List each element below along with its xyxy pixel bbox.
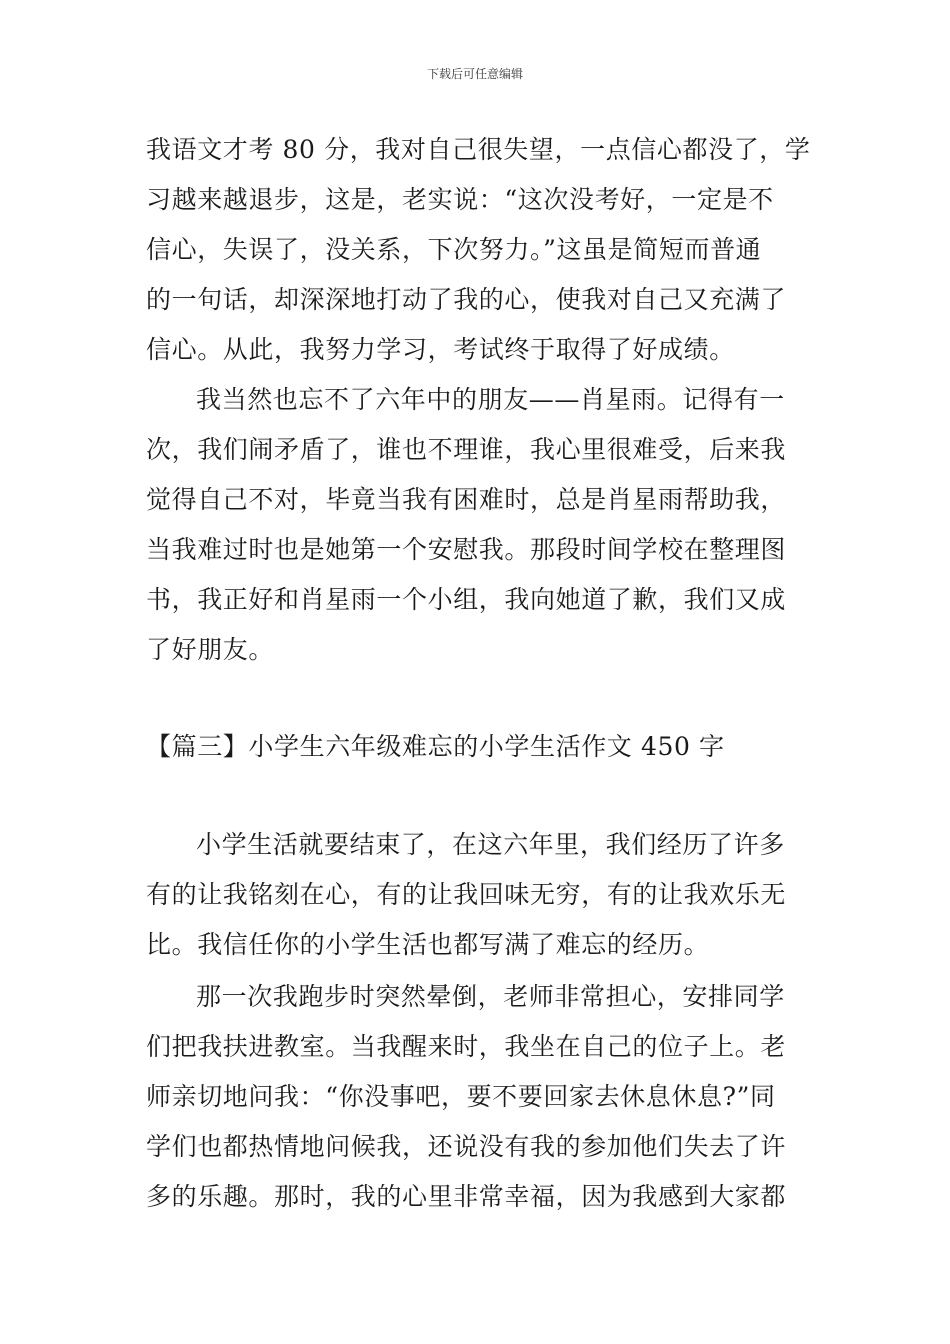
text-line: 习越来越退步，这是，老实说：“这次没考好，一定是不 — [146, 185, 774, 214]
text-line: 次，我们闹矛盾了，谁也不理谁，我心里很难受，后来我 — [146, 435, 787, 464]
text-line: 书，我正好和肖星雨一个小组，我向她道了歉，我们又成 — [146, 585, 787, 614]
text-line: 那一次我跑步时突然晕倒，老师非常担心，安排同学 — [196, 982, 785, 1011]
text-line: 多的乐趣。那时，我的心里非常幸福，因为我感到大家都 — [146, 1182, 787, 1211]
section-heading: 【篇三】小学生六年级难忘的小学生活作文 450 字 — [146, 732, 725, 761]
text-line: 师亲切地问我：“你没事吧，要不要回家去休息休息?”同 — [146, 1082, 776, 1111]
text-line: 当我难过时也是她第一个安慰我。那段时间学校在整理图 — [146, 535, 787, 564]
text-line: 学们也都热情地问候我，还说没有我的参加他们失去了许 — [146, 1132, 787, 1161]
text-line: 觉得自己不对，毕竟当我有困难时，总是肖星雨帮助我， — [146, 485, 787, 514]
text-line: 的一句话，却深深地打动了我的心，使我对自己又充满了 — [146, 285, 787, 314]
text-line: 了好朋友。 — [146, 635, 275, 664]
page-header: 下载后可任意编辑 — [426, 67, 523, 81]
text-line: 我当然也忘不了六年中的朋友——肖星雨。记得有一 — [196, 385, 785, 414]
text-line: 信心，失误了，没关系，下次努力。”这虽是简短而普通 — [146, 235, 762, 264]
text-line: 们把我扶进教室。当我醒来时，我坐在自己的位子上。老 — [146, 1032, 787, 1061]
text-line: 有的让我铭刻在心，有的让我回味无穷，有的让我欢乐无 — [146, 880, 787, 909]
text-line: 我语文才考 80 分，我对自己很失望，一点信心都没了，学 — [146, 135, 811, 164]
text-line: 信心。从此，我努力学习，考试终于取得了好成绩。 — [146, 335, 735, 364]
text-line: 小学生活就要结束了，在这六年里，我们经历了许多 — [196, 830, 785, 859]
text-line: 比。我信任你的小学生活也都写满了难忘的经历。 — [146, 930, 710, 959]
